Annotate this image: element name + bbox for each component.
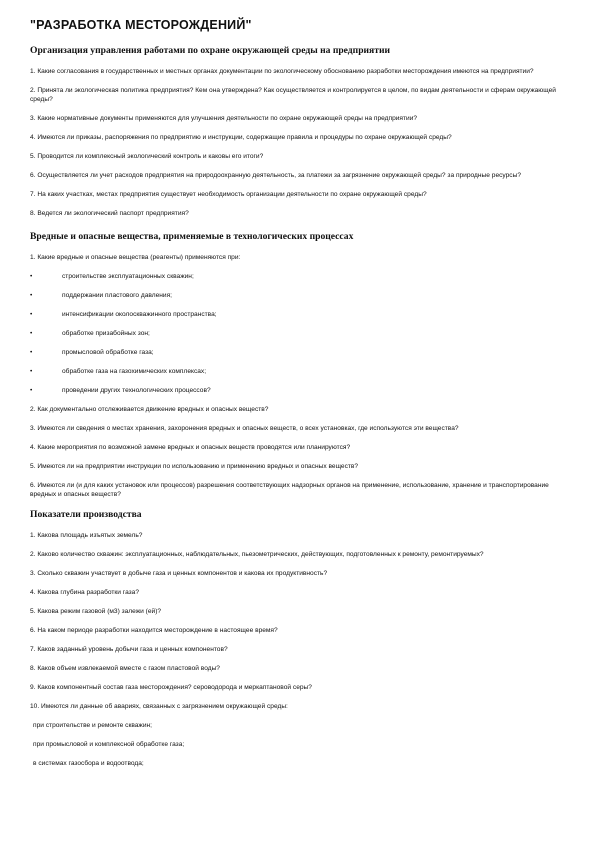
question-item: 4. Имеются ли приказы, распоряжения по предприятию и инструкции, содержащие правила и процедуры по охране окружающей среды? <box>30 134 452 142</box>
section-heading-organization: Организация управления работами по охране окружающей среды на предприятии <box>30 45 391 56</box>
bullet-list-item <box>30 367 565 376</box>
bullet-text: проведении других технологических процессов? <box>62 386 211 394</box>
bullet-list-item <box>30 348 565 357</box>
question-item: 10. Имеются ли данные об авариях, связанных с загрязнением окружающей среды: <box>30 703 288 711</box>
bullet-marker: • <box>30 310 33 318</box>
section-heading-hazardous-substances: Вредные и опасные вещества, применяемые в технологических процессах <box>30 230 354 242</box>
question-item: 3. Сколько скважин участвует в добыче газа и ценных компонентов и какова их продуктивность? <box>30 570 328 578</box>
bullet-list-item <box>30 272 565 281</box>
question-item: 7. На каких участках, местах предприятия существует необходимость организации деятельности по охране окружающей среды? <box>30 191 427 199</box>
bullet-marker: • <box>30 386 33 394</box>
question-item: 3. Какие нормативные документы применяются для улучшения деятельности по охране окружающей среды на предприятии? <box>30 115 418 123</box>
question-item: 7. Каков заданный уровень добычи газа и ценных компонентов? <box>30 646 228 654</box>
bullet-marker: • <box>30 329 33 337</box>
question-item: 3. Имеются ли сведения о местах хранения, захоронения вредных и опасных веществ, о всех установках, где используются эти вещества? <box>30 424 459 432</box>
bullet-list-item <box>30 310 565 319</box>
bullet-text: обработке призабойных зон; <box>62 329 150 337</box>
bullet-list-item <box>30 386 565 395</box>
section-organization <box>30 45 565 219</box>
question-item: 2. Принята ли экологическая политика предприятия? Кем она утверждена? Как осуществляется и контролируется в целом, по видам деятельности и сферам окружающей среды? <box>30 87 556 104</box>
bullet-text: промысловой обработке газа; <box>62 348 154 356</box>
document-page <box>30 18 565 778</box>
section-production-indicators <box>30 509 565 768</box>
bullet-marker: • <box>30 272 33 280</box>
sub-item: в системах газосбора и водоотвода; <box>33 760 144 768</box>
bullet-text: интенсификации околоскважинного пространства; <box>62 310 217 318</box>
question-item: 1. Какие согласования в государственных и местных органах документации по экологическому обоснованию разработки месторождения имеются на предприятии? <box>30 68 534 75</box>
sub-item: при строительстве и ремонте скважин; <box>33 722 152 730</box>
question-item: 5. Проводится ли комплексный экологический контроль и каковы его итоги? <box>30 153 264 161</box>
bullet-text: обработке газа на газохимических комплексах; <box>62 367 207 375</box>
question-item: 6. На каком периоде разработки находится месторождение в настоящее время? <box>30 627 278 635</box>
bullet-marker: • <box>30 348 33 356</box>
bullet-marker: • <box>30 291 33 299</box>
question-item: 8. Каков объем извлекаемой вместе с газом пластовой воды? <box>30 665 220 673</box>
question-item: 4. Какие мероприятия по возможной замене вредных и опасных веществ проводятся или планируются? <box>30 443 351 451</box>
question-item: 8. Ведется ли экологический паспорт предприятия? <box>30 210 189 218</box>
bullet-text: строительстве эксплуатационных скважин; <box>62 272 194 280</box>
question-item: 1. Какова площадь изъятых земель? <box>30 532 143 540</box>
bullet-marker: • <box>30 367 33 375</box>
bullet-text: поддержании пластового давления; <box>62 291 172 299</box>
question-item: 2. Каково количество скважин: эксплуатационных, наблюдательных, пьезометрических, действующих, подготовленных к ремонту, ремонтируемых? <box>30 551 484 559</box>
question-item: 5. Имеются ли на предприятии инструкции по использованию и применению вредных и опасных веществ? <box>30 462 359 470</box>
question-item: 6. Осуществляется ли учет расходов предприятия на природоохранную деятельность, за платежи за загрязнение окружающей среды? за природные ресурсы? <box>30 172 522 180</box>
section-heading-production-indicators: Показатели производства <box>30 509 142 521</box>
section-hazardous-substances <box>30 231 565 500</box>
question-item: 2. Как документально отслеживается движение вредных и опасных веществ? <box>30 405 269 413</box>
bullet-list-item <box>30 291 565 300</box>
question-item: 1. Какие вредные и опасные вещества (реагенты) применяются при: <box>30 253 241 261</box>
document-title: "РАЗРАБОТКА МЕСТОРОЖДЕНИЙ" <box>30 18 252 32</box>
bullet-list-item <box>30 329 565 338</box>
question-item: 4. Какова глубина разработки газа? <box>30 589 140 597</box>
question-item: 5. Какова режим газовой (м3) залежи (ей)? <box>30 608 162 616</box>
question-item: 6. Имеются ли (и для каких установок или процессов) разрешения соответствующих надзорных органов на применение, использование, хранение и транспортирование вредных и опасных веществ? <box>30 481 549 499</box>
question-item: 9. Каков компонентный состав газа месторождения? сероводорода и меркаптановой серы? <box>30 684 312 692</box>
sub-item: при промысловой и комплексной обработке газа; <box>33 741 185 749</box>
